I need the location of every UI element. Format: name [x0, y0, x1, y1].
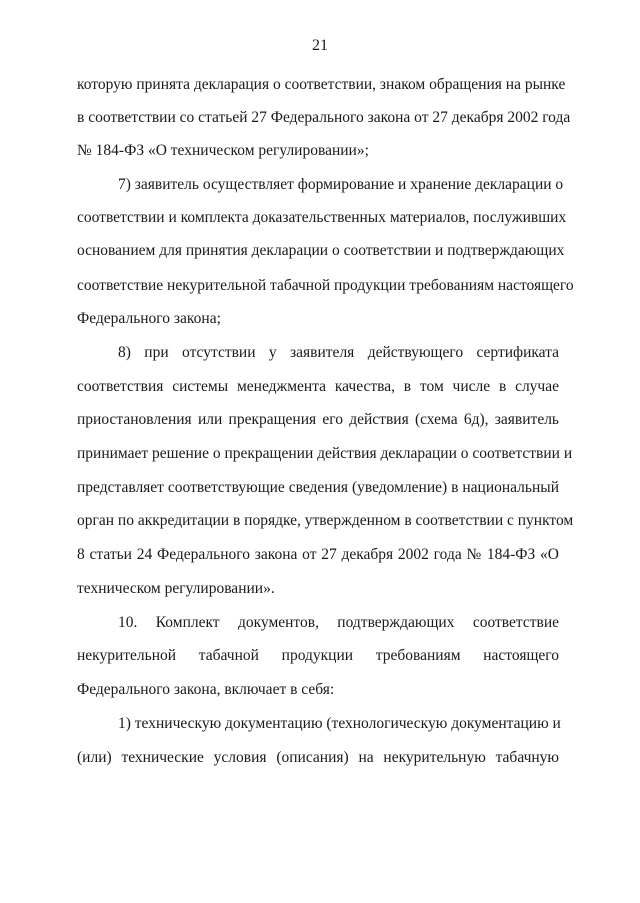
page-number: 21 — [312, 37, 328, 54]
text-line: которую принята декларация о соответствии, знаком обращения на рынке — [77, 76, 566, 93]
text-line: принимает решение о прекращении действия декларации о соответствии и — [77, 445, 573, 462]
text-line: приостановления или прекращения его действия (схема 6д), заявитель — [77, 411, 559, 428]
text-line: соответствия системы менеджмента качества, в том числе в случае — [77, 378, 559, 395]
text-line: в соответствии со статьей 27 Федерального закона от 27 декабря 2002 года — [77, 109, 571, 126]
text-line: Федерального закона, включает в себя: — [77, 681, 335, 698]
text-line: (или) технические условия (описания) на некурительную табачную — [77, 749, 559, 766]
text-line: основанием для принятия декларации о соответствии и подтверждающих — [77, 242, 565, 259]
text-line: орган по аккредитации в порядке, утвержденном в соответствии с пунктом — [77, 512, 574, 529]
text-line: № 184-ФЗ «О техническом регулировании»; — [77, 142, 369, 159]
text-line: Федерального закона; — [77, 310, 221, 327]
text-line: 1) техническую документацию (технологическую документацию и — [118, 715, 561, 732]
text-line: 10. Комплект документов, подтверждающих соответствие — [118, 614, 559, 631]
text-line: 8 статьи 24 Федерального закона от 27 декабря 2002 года № 184-ФЗ «О — [77, 546, 559, 563]
text-line: техническом регулировании». — [77, 580, 275, 597]
text-line: 8) при отсутствии у заявителя действующего сертификата — [118, 344, 559, 361]
text-line: представляет соответствующие сведения (уведомление) в национальный — [77, 479, 559, 496]
text-line: соответствие некурительной табачной продукции требованиям настоящего — [77, 277, 574, 294]
text-line: соответствии и комплекта доказательственных материалов, послуживших — [77, 209, 567, 226]
text-line: некурительной табачной продукции требованиям настоящего — [77, 647, 559, 664]
text-line: 7) заявитель осуществляет формирование и хранение декларации о — [118, 176, 564, 193]
